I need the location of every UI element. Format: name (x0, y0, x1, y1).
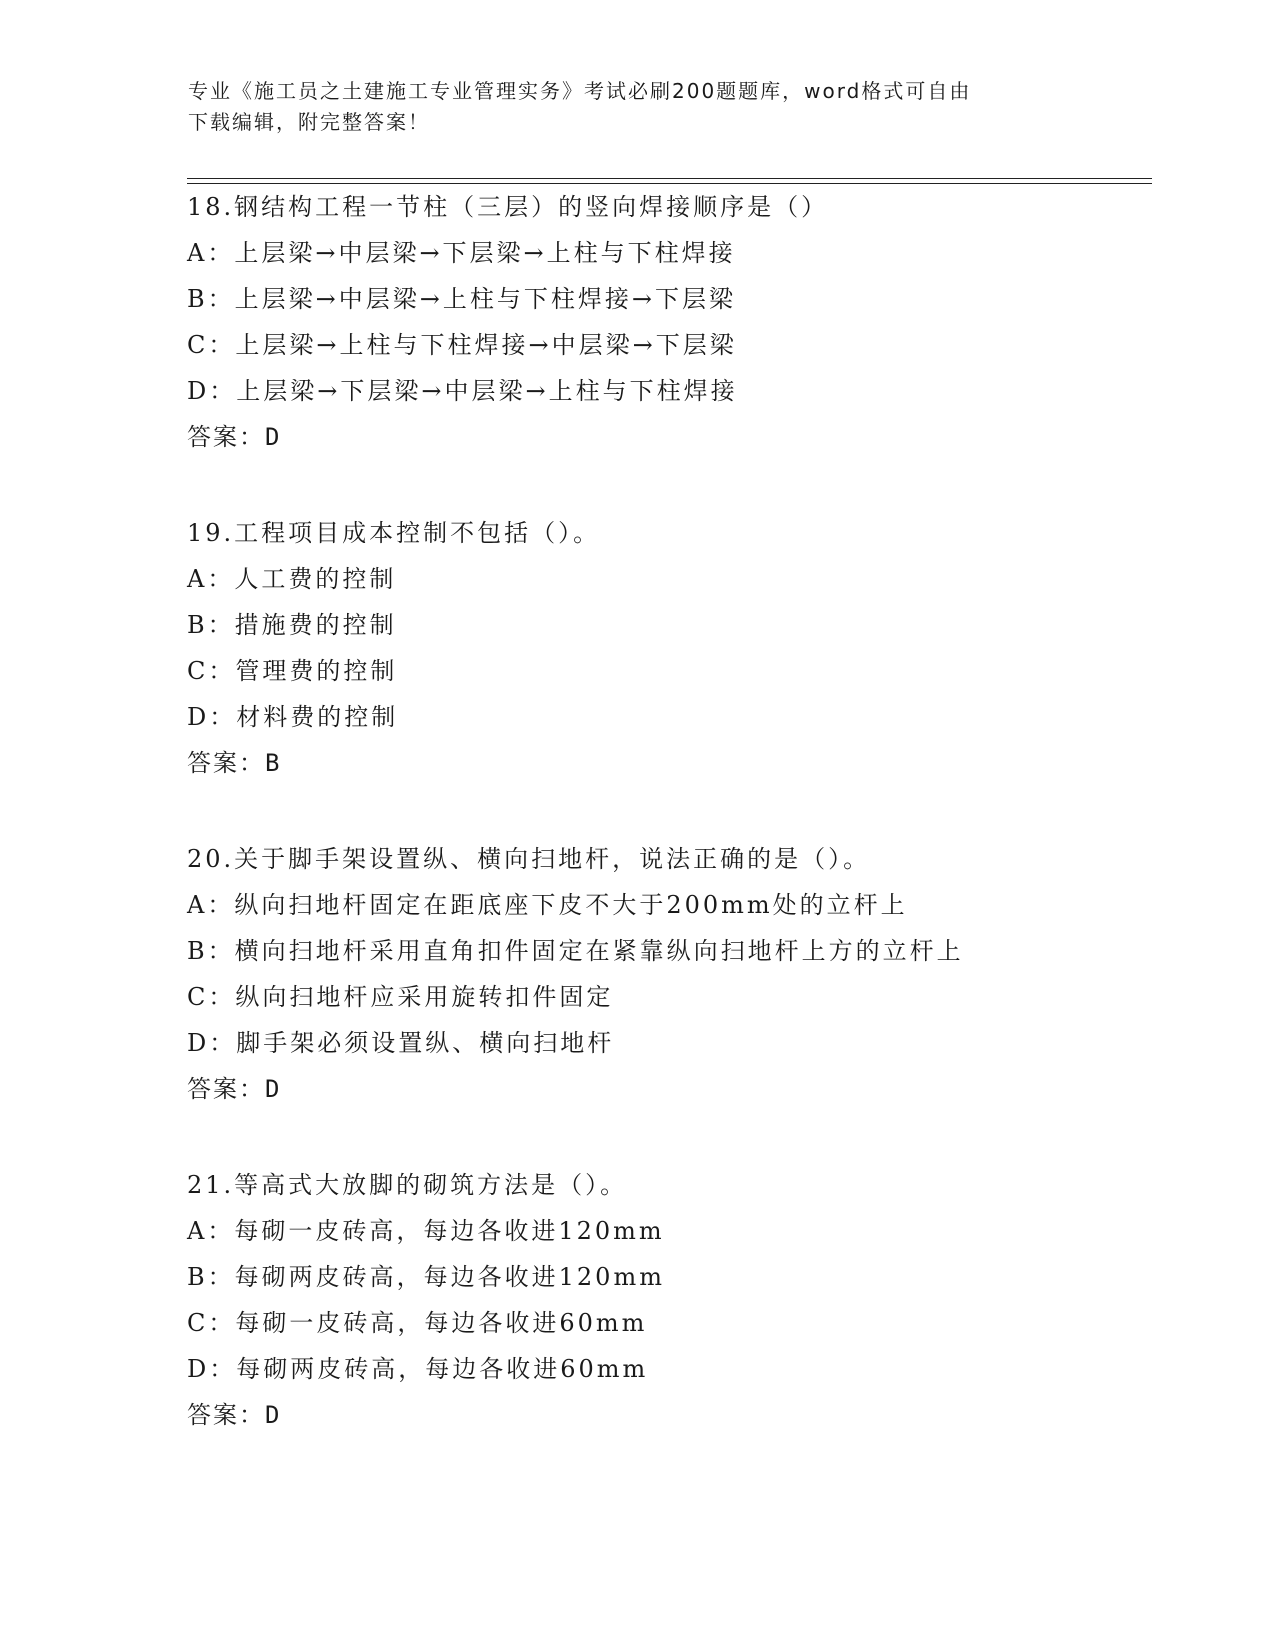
option-a: A：上层梁→中层梁→下层梁→上柱与下柱焊接 (187, 239, 736, 267)
answer-value: D (265, 423, 280, 451)
header-divider-top (187, 178, 1152, 179)
option-a: A：每砌一皮砖高，每边各收进120mm (187, 1217, 665, 1245)
answer-label: 答案： (187, 423, 265, 451)
option-a: A：纵向扫地杆固定在距底座下皮不大于200mm处的立杆上 (187, 891, 908, 919)
question-19 (187, 510, 1167, 786)
question-stem: 20.关于脚手架设置纵、横向扫地杆，说法正确的是（）。 (187, 845, 871, 873)
answer-label: 答案： (187, 749, 265, 777)
answer-value: D (265, 1401, 280, 1429)
answer-value: D (265, 1075, 280, 1103)
option-c: C：纵向扫地杆应采用旋转扣件固定 (187, 983, 614, 1011)
option-d: D：上层梁→下层梁→中层梁→上柱与下柱焊接 (187, 377, 738, 405)
option-d: D：脚手架必须设置纵、横向扫地杆 (187, 1029, 615, 1057)
header-line-2: 下载编辑，附完整答案！ (188, 110, 430, 134)
option-a: A：人工费的控制 (187, 565, 397, 593)
answer-label: 答案： (187, 1401, 265, 1429)
option-c: C：上层梁→上柱与下柱焊接→中层梁→下层梁 (187, 331, 737, 359)
option-c: C：管理费的控制 (187, 657, 398, 685)
answer-line (187, 414, 1167, 460)
option-b: B：每砌两皮砖高，每边各收进120mm (187, 1263, 665, 1291)
option-b: B：上层梁→中层梁→上柱与下柱焊接→下层梁 (187, 285, 736, 313)
option-c: C：每砌一皮砖高，每边各收进60mm (187, 1309, 648, 1337)
answer-line (187, 1392, 1167, 1438)
question-stem: 19.工程项目成本控制不包括（）。 (187, 519, 601, 547)
answer-value: B (265, 749, 280, 777)
question-stem: 18.钢结构工程一节柱（三层）的竖向焊接顺序是（） (187, 193, 829, 221)
option-d: D：每砌两皮砖高，每边各收进60mm (187, 1355, 649, 1383)
header-line-1: 专业《施工员之土建施工专业管理实务》考试必刷200题题库，word格式可自由 (188, 79, 972, 103)
question-stem: 21.等高式大放脚的砌筑方法是（）。 (187, 1171, 628, 1199)
question-18 (187, 184, 1167, 460)
question-21 (187, 1162, 1167, 1438)
answer-line (187, 740, 1167, 786)
option-b: B：横向扫地杆采用直角扣件固定在紧靠纵向扫地杆上方的立杆上 (187, 937, 964, 965)
option-b: B：措施费的控制 (187, 611, 397, 639)
answer-label: 答案： (187, 1075, 265, 1103)
question-20 (187, 836, 1167, 1112)
document-header (188, 76, 1068, 138)
answer-line (187, 1066, 1167, 1112)
option-d: D：材料费的控制 (187, 703, 399, 731)
